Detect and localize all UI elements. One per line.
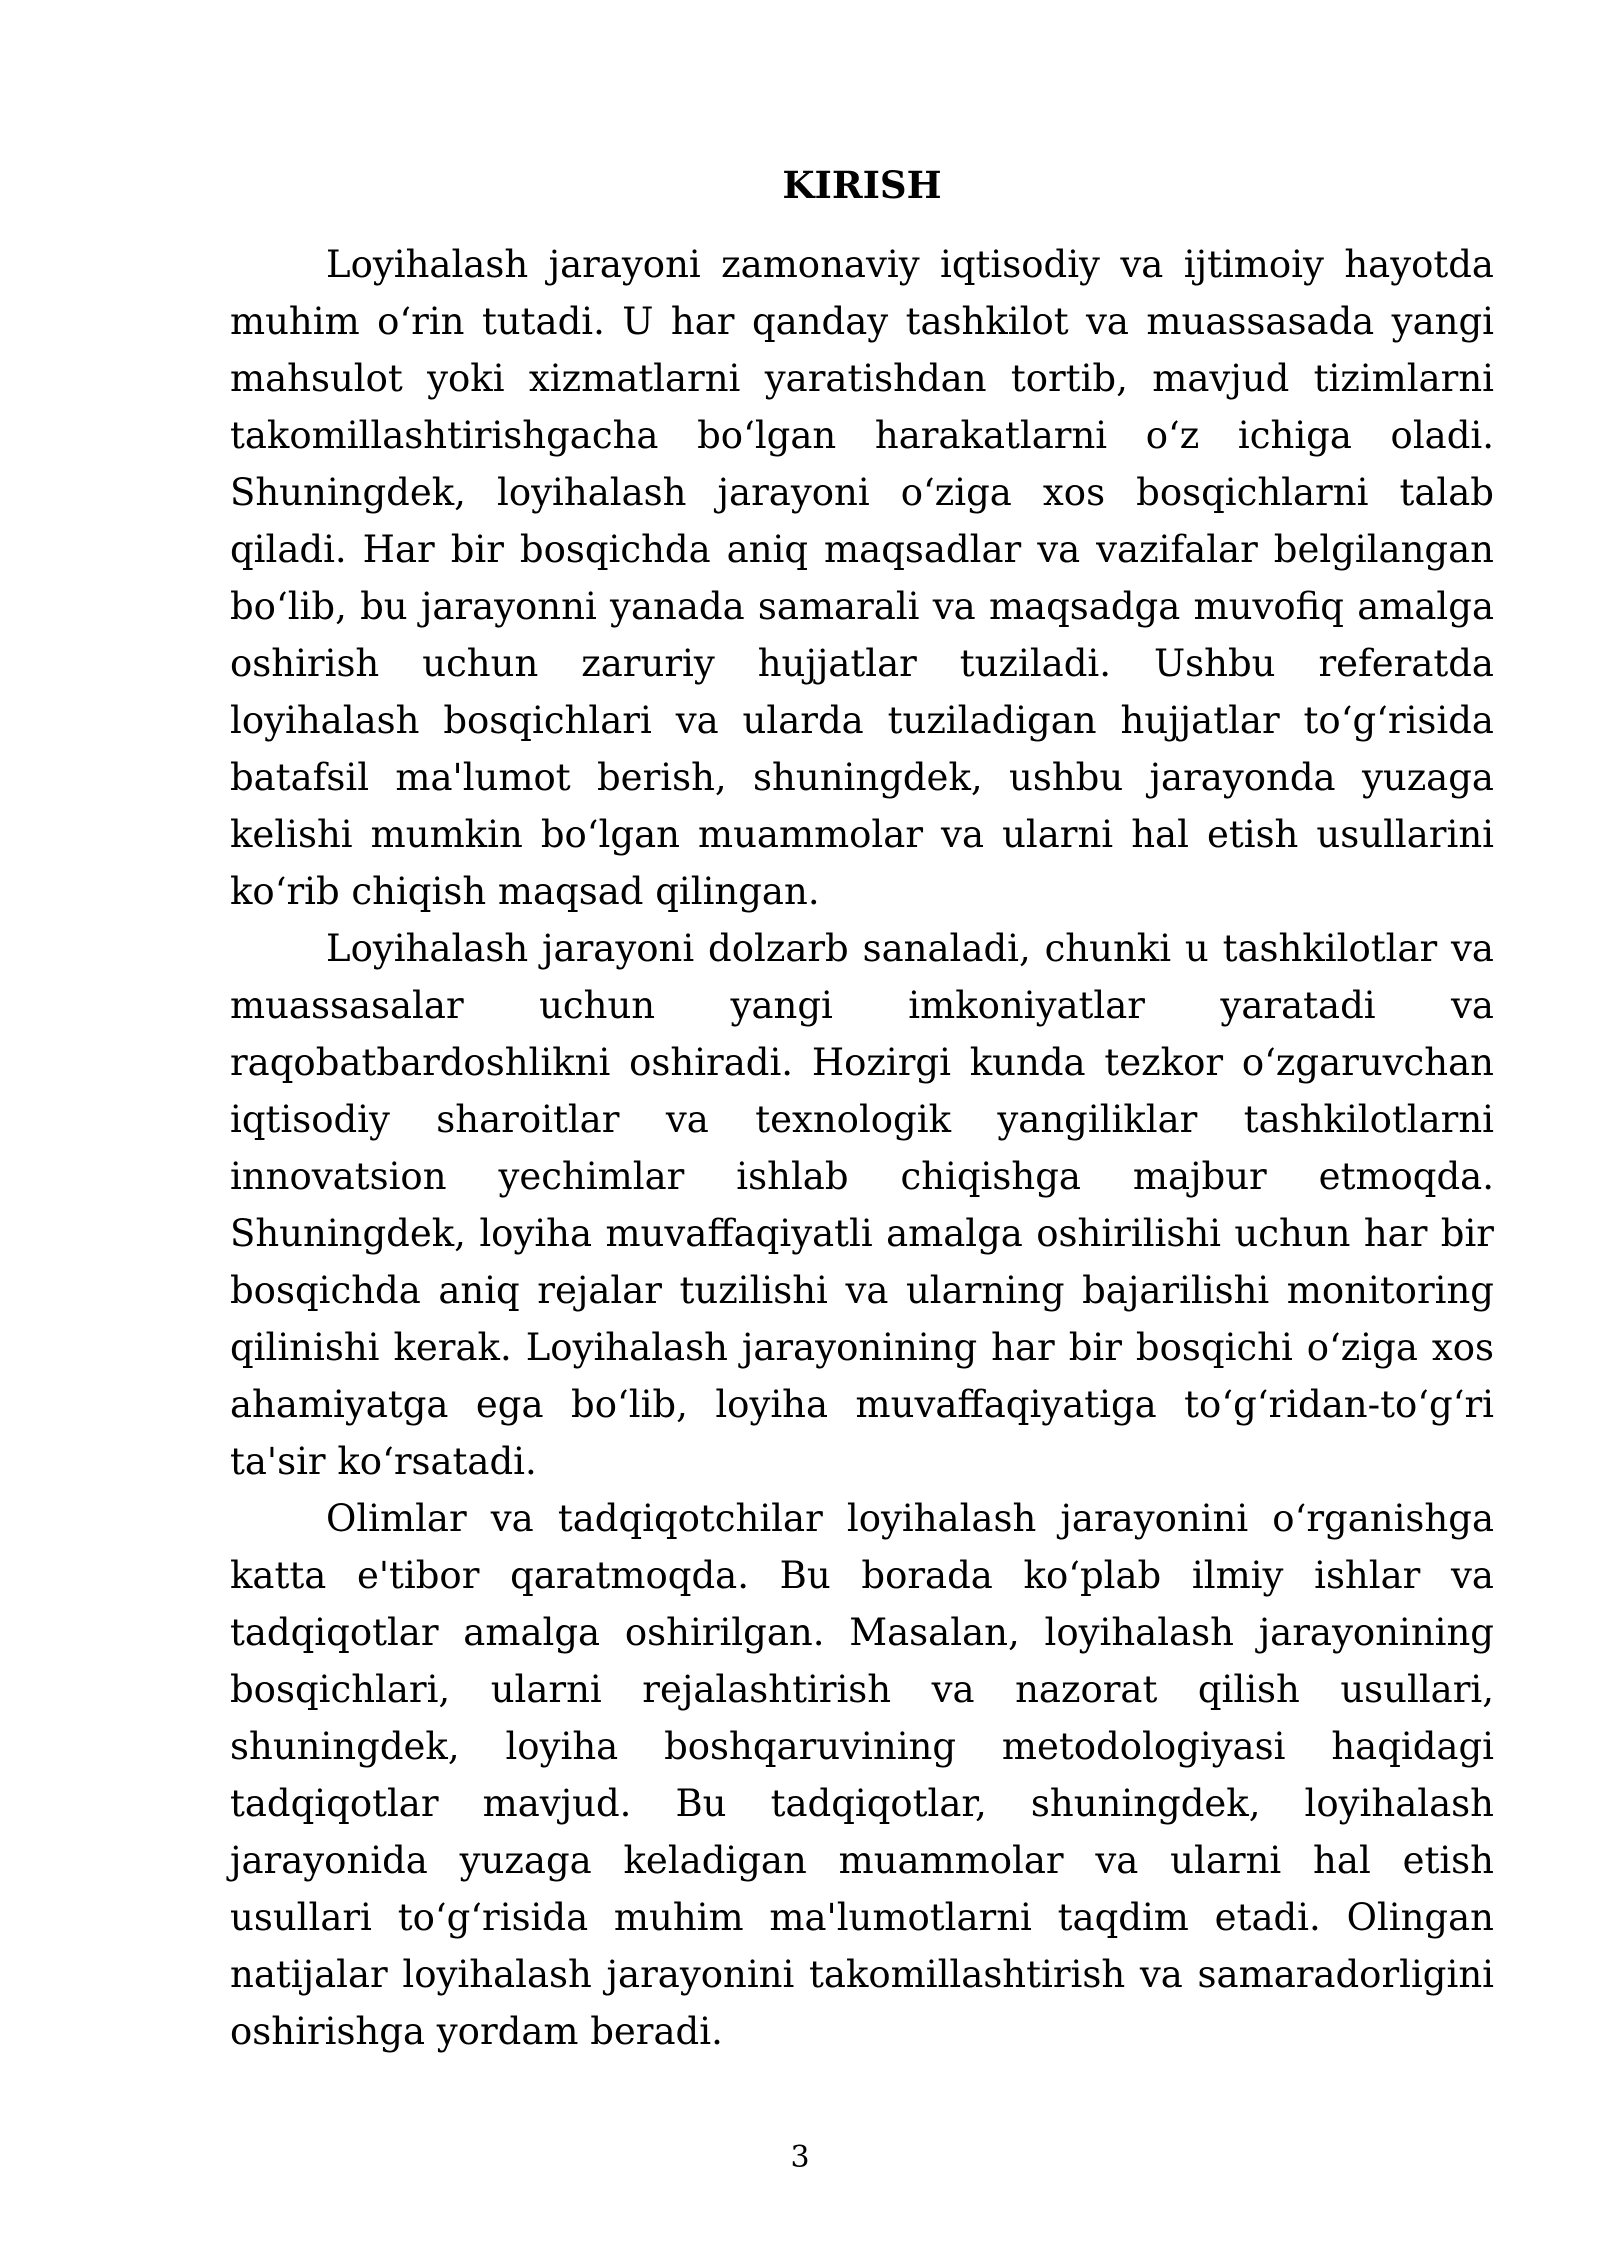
body-paragraph-3: Olimlar va tadqiqotchilar loyihalash jarayonini o‘rganishga katta e'tibor qaratmoqda. Bu borada ko‘plab ilmiy ishlar va tadqiqotlar amalga oshirilgan. Masalan, loyihalash jarayonining bosqichlari, ularni rejalashtirish va nazorat qilish usullari, shuningdek, loyiha boshqaruvining metodologiyasi haqidagi tadqiqotlar mavjud. Bu tadqiqotlar, shuningdek, loyihalash jarayonida yuzaga keladigan muammolar va ularni hal etish usullari to‘g‘risida muhim ma'lumotlarni taqdim etadi. Olingan natijalar loyihalash jarayonini takomillashtirish va samaradorligini oshirishga yordam beradi. [230, 1497, 1494, 2053]
body-paragraph-1: Loyihalash jarayoni zamonaviy iqtisodiy va ijtimoiy hayotda muhim o‘rin tutadi. U har qanday tashkilot va muassasada yangi mahsulot yoki xizmatlarni yaratishdan tortib, mavjud tizimlarni takomillashtirishgacha bo‘lgan harakatlarni o‘z ichiga oladi. Shuningdek, loyihalash jarayoni o‘ziga xos bosqichlarni talab qiladi. Har bir bosqichda aniq maqsadlar va vazifalar belgilangan bo‘lib, bu jarayonni yanada samarali va maqsadga muvofiq amalga oshirish uchun zaruriy hujjatlar tuziladi. Ushbu referatda loyihalash bosqichlari va ularda tuziladigan hujjatlar to‘g‘risida batafsil ma'lumot berish, shuningdek, ushbu jarayonda yuzaga kelishi mumkin bo‘lgan muammolar va ularni hal etish usullarini ko‘rib chiqish maqsad qilingan. [230, 243, 1494, 913]
page-number: 3 [790, 2140, 810, 2175]
page-content [230, 150, 1494, 2060]
body-paragraph-2: Loyihalash jarayoni dolzarb sanaladi, chunki u tashkilotlar va muassasalar uchun yangi imkoniyatlar yaratadi va raqobatbardoshlikni oshiradi. Hozirgi kunda tezkor o‘zgaruvchan iqtisodiy sharoitlar va texnologik yangiliklar tashkilotlarni innovatsion yechimlar ishlab chiqishga majbur etmoqda. Shuningdek, loyiha muvaffaqiyatli amalga oshirilishi uchun har bir bosqichda aniq rejalar tuzilishi va ularning bajarilishi monitoring qilinishi kerak. Loyihalash jarayonining har bir bosqichi o‘ziga xos ahamiyatga ega bo‘lib, loyiha muvaffaqiyatiga to‘g‘ridan-to‘g‘ri ta'sir ko‘rsatadi. [230, 927, 1494, 1483]
page-title: KIRISH [782, 163, 942, 207]
